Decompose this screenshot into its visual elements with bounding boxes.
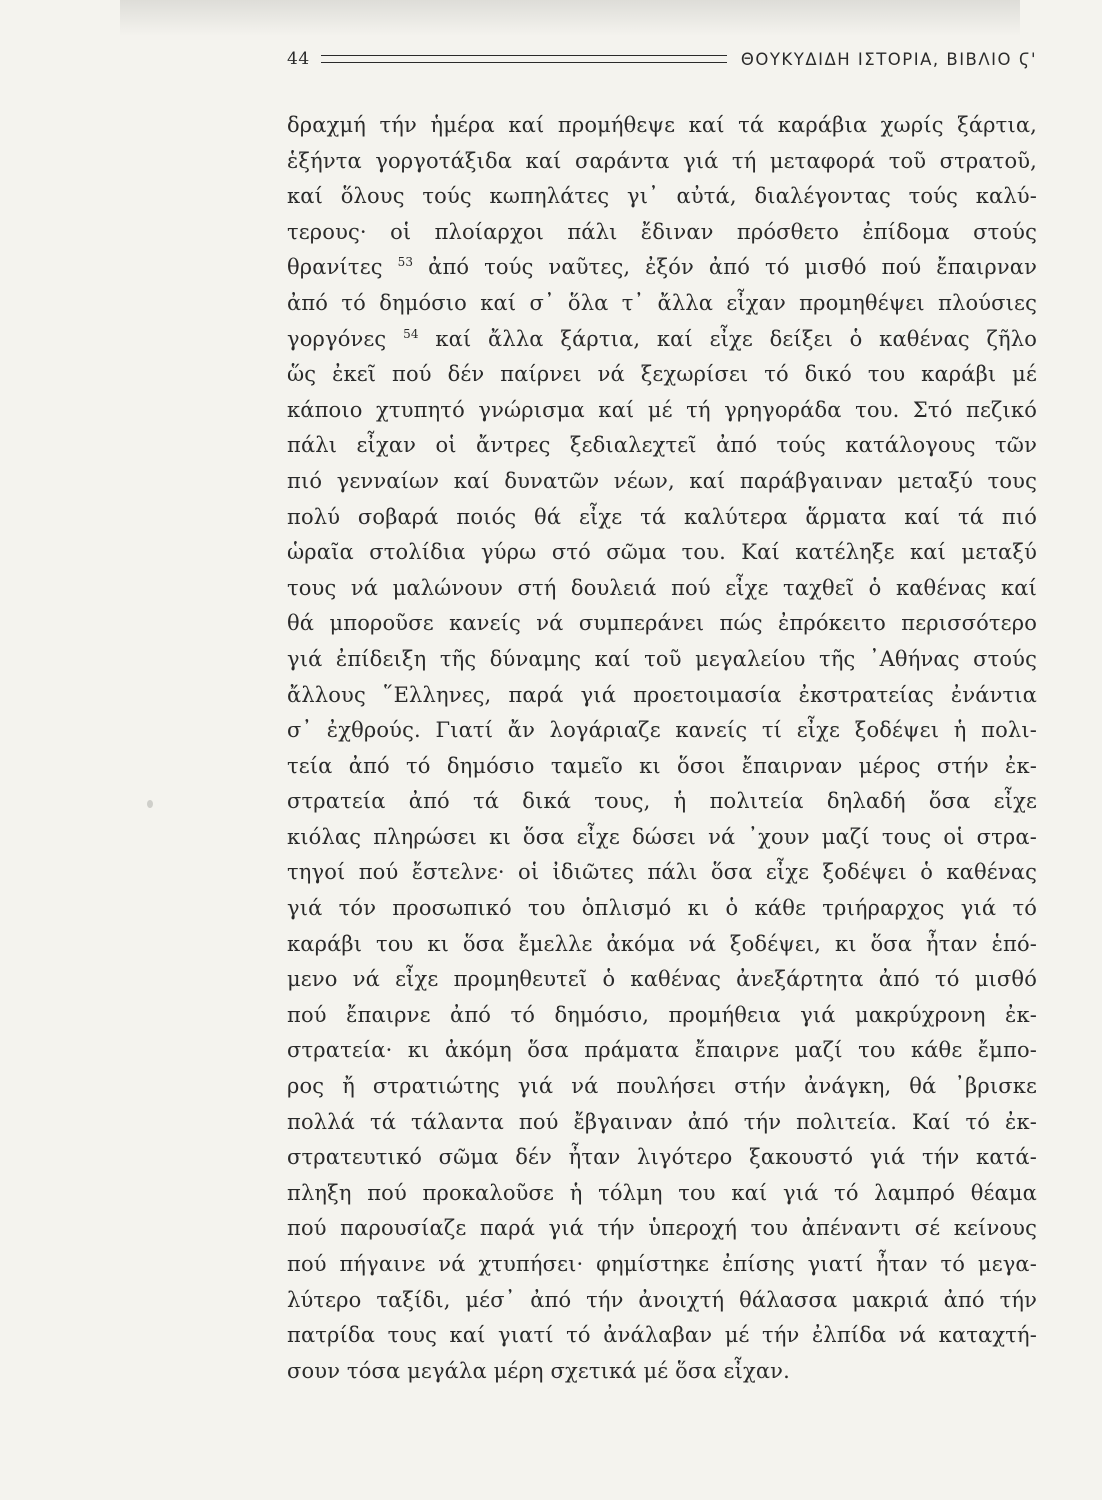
page-number: 44 bbox=[287, 49, 310, 69]
text-line: πού πήγαινε νά χτυπήσει· φημίστηκε ἐπίσης γιατί ἦταν τό μεγα- bbox=[287, 1252, 1037, 1276]
text-fragment: θρανίτες bbox=[287, 255, 383, 280]
text-line: ἄλλους ῞Ελληνες, παρά γιά προετοιμασία ἐκστρατείας ἐνάντια bbox=[287, 682, 1037, 707]
text-fragment: καί ἄλλα ξάρτια, καί εἶχε δείξει ὁ καθένας ζῆλο bbox=[435, 326, 1037, 351]
text-line: γιά ἐπίδειξη τῆς δύναμης καί τοῦ μεγαλείου τῆς ᾿Αθήνας στούς bbox=[287, 646, 1037, 671]
text-line: μενο νά εἶχε προμηθευτεῖ ὁ καθένας ἀνεξάρτητα ἀπό τό μισθό bbox=[287, 967, 1037, 992]
text-line: πού ἔπαιρνε ἀπό τό δημόσιο, προμήθεια γιά μακρύχρονη ἐκ- bbox=[287, 1002, 1037, 1027]
text-line-with-footnote bbox=[287, 250, 1037, 286]
bleed-through-shadow bbox=[120, 0, 1020, 36]
body-text bbox=[287, 108, 1037, 1389]
text-line: τεία ἀπό τό δημόσιο ταμεῖο κι ὅσοι ἔπαιρναν μέρος στήν ἐκ- bbox=[287, 753, 1037, 778]
text-line: ὡραῖα στολίδια γύρω στό σῶμα του. Καί κατέληξε καί μεταξύ bbox=[287, 540, 1037, 565]
text-line: πολλά τά τάλαντα πού ἔβγαιναν ἀπό τήν πολιτεία. Καί τό ἐκ- bbox=[287, 1109, 1037, 1134]
text-line: πατρίδα τους καί γιατί τό ἀνάλαβαν μέ τήν ἐλπίδα νά καταχτή- bbox=[287, 1323, 1037, 1348]
paper-speck bbox=[147, 800, 153, 808]
text-fragment: ἀπό τούς ναῦτες, ἐξόν ἀπό τό μισθό πού ἔπαιρναν bbox=[428, 255, 1038, 280]
text-line: στρατευτικό σῶμα δέν ἦταν λιγότερο ξακουστό γιά τήν κατά- bbox=[287, 1145, 1037, 1170]
text-line: κάποιο χτυπητό γνώρισμα καί μέ τή γρηγοράδα του. Στό πεζικό bbox=[287, 397, 1037, 422]
text-line: γιά τόν προσωπικό του ὁπλισμό κι ὁ κάθε τριήραρχος γιά τό bbox=[287, 896, 1037, 921]
text-line: στρατεία ἀπό τά δικά τους, ἡ πολιτεία δηλαδή ὅσα εἶχε bbox=[287, 789, 1037, 814]
text-line: δραχμή τήν ἡμέρα καί προμήθεψε καί τά καράβια χωρίς ξάρτια, bbox=[287, 113, 1037, 137]
text-line: καράβι του κι ὅσα ἔμελλε ἀκόμα νά ξοδέψει, κι ὅσα ἦταν ἑπό- bbox=[287, 931, 1037, 956]
text-line: λύτερο ταξίδι, μέσ᾿ ἀπό τήν ἀνοιχτή θάλασσα μακριά ἀπό τήν bbox=[287, 1287, 1037, 1312]
text-line: πληξη πού προκαλοῦσε ἡ τόλμη του καί γιά τό λαμπρό θέαμα bbox=[287, 1180, 1037, 1205]
text-line: ρος ἤ στρατιώτης γιά νά πουλήσει στήν ἀνάγκη, θά ᾿βρισκε bbox=[287, 1074, 1037, 1099]
footnote-ref-54[interactable]: 54 bbox=[403, 326, 419, 341]
text-line: πάλι εἶχαν οἱ ἄντρες ξεδιαλεχτεῖ ἀπό τούς κατάλογους τῶν bbox=[287, 433, 1037, 458]
text-line-with-footnote bbox=[287, 322, 1037, 358]
text-line: πολύ σοβαρά ποιός θά εἶχε τά καλύτερα ἅρματα καί τά πιό bbox=[287, 504, 1037, 529]
text-fragment: γοργόνες bbox=[287, 326, 387, 351]
text-line: πιό γενναίων καί δυνατῶν νέων, καί παράβγαιναν μεταξύ τους bbox=[287, 468, 1037, 493]
text-line: ἀπό τό δημόσιο καί σ᾿ ὅλα τ᾿ ἄλλα εἶχαν προμηθέψει πλούσιες bbox=[287, 290, 1037, 315]
text-line: τερους· οἱ πλοίαρχοι πάλι ἔδιναν πρόσθετο ἐπίδομα στούς bbox=[287, 219, 1037, 244]
text-line: τηγοί πού ἔστελνε· οἱ ἰδιῶτες πάλι ὅσα εἶχε ξοδέψει ὁ καθένας bbox=[287, 860, 1037, 885]
text-line: πού παρουσίαζε παρά γιά τήν ὑπεροχή του ἀπέναντι σέ κείνους bbox=[287, 1216, 1037, 1241]
text-line: θά μποροῦσε κανείς νά συμπεράνει πώς ἐπρόκειτο περισσότερο bbox=[287, 611, 1037, 636]
text-line: ἑξήντα γοργοτάξιδα καί σαράντα γιά τή μεταφορά τοῦ στρατοῦ, bbox=[287, 148, 1037, 173]
text-line: ὥς ἐκεῖ πού δέν παίρνει νά ξεχωρίσει τό δικό του καράβι μέ bbox=[287, 362, 1037, 387]
footnote-ref-53[interactable]: 53 bbox=[397, 255, 414, 270]
running-header bbox=[287, 46, 1037, 72]
running-title: ΘΟΥΚΥΔΙΔΗ ΙΣΤΟΡΙΑ, ΒΙΒΛΙΟ Ϛ' bbox=[740, 49, 1037, 69]
text-line: στρατεία· κι ἀκόμη ὅσα πράματα ἔπαιρνε μαζί του κάθε ἔμπο- bbox=[287, 1038, 1037, 1063]
text-line: καί ὅλους τούς κωπηλάτες γι᾿ αὐτά, διαλέγοντας τούς καλύ- bbox=[287, 184, 1037, 209]
text-line: σ᾿ ἐχθρούς. Γιατί ἄν λογάριαζε κανείς τί εἶχε ξοδέψει ἡ πολι- bbox=[287, 718, 1037, 743]
header-rule bbox=[321, 55, 727, 63]
text-line: κιόλας πληρώσει κι ὅσα εἶχε δώσει νά ᾿χουν μαζί τους οἱ στρα- bbox=[287, 824, 1037, 849]
text-line: τους νά μαλώνουν στή δουλειά πού εἶχε ταχθεῖ ὁ καθένας καί bbox=[287, 575, 1037, 600]
text-line-last: σουν τόσα μεγάλα μέρη σχετικά μέ ὅσα εἶχαν. bbox=[287, 1358, 790, 1383]
